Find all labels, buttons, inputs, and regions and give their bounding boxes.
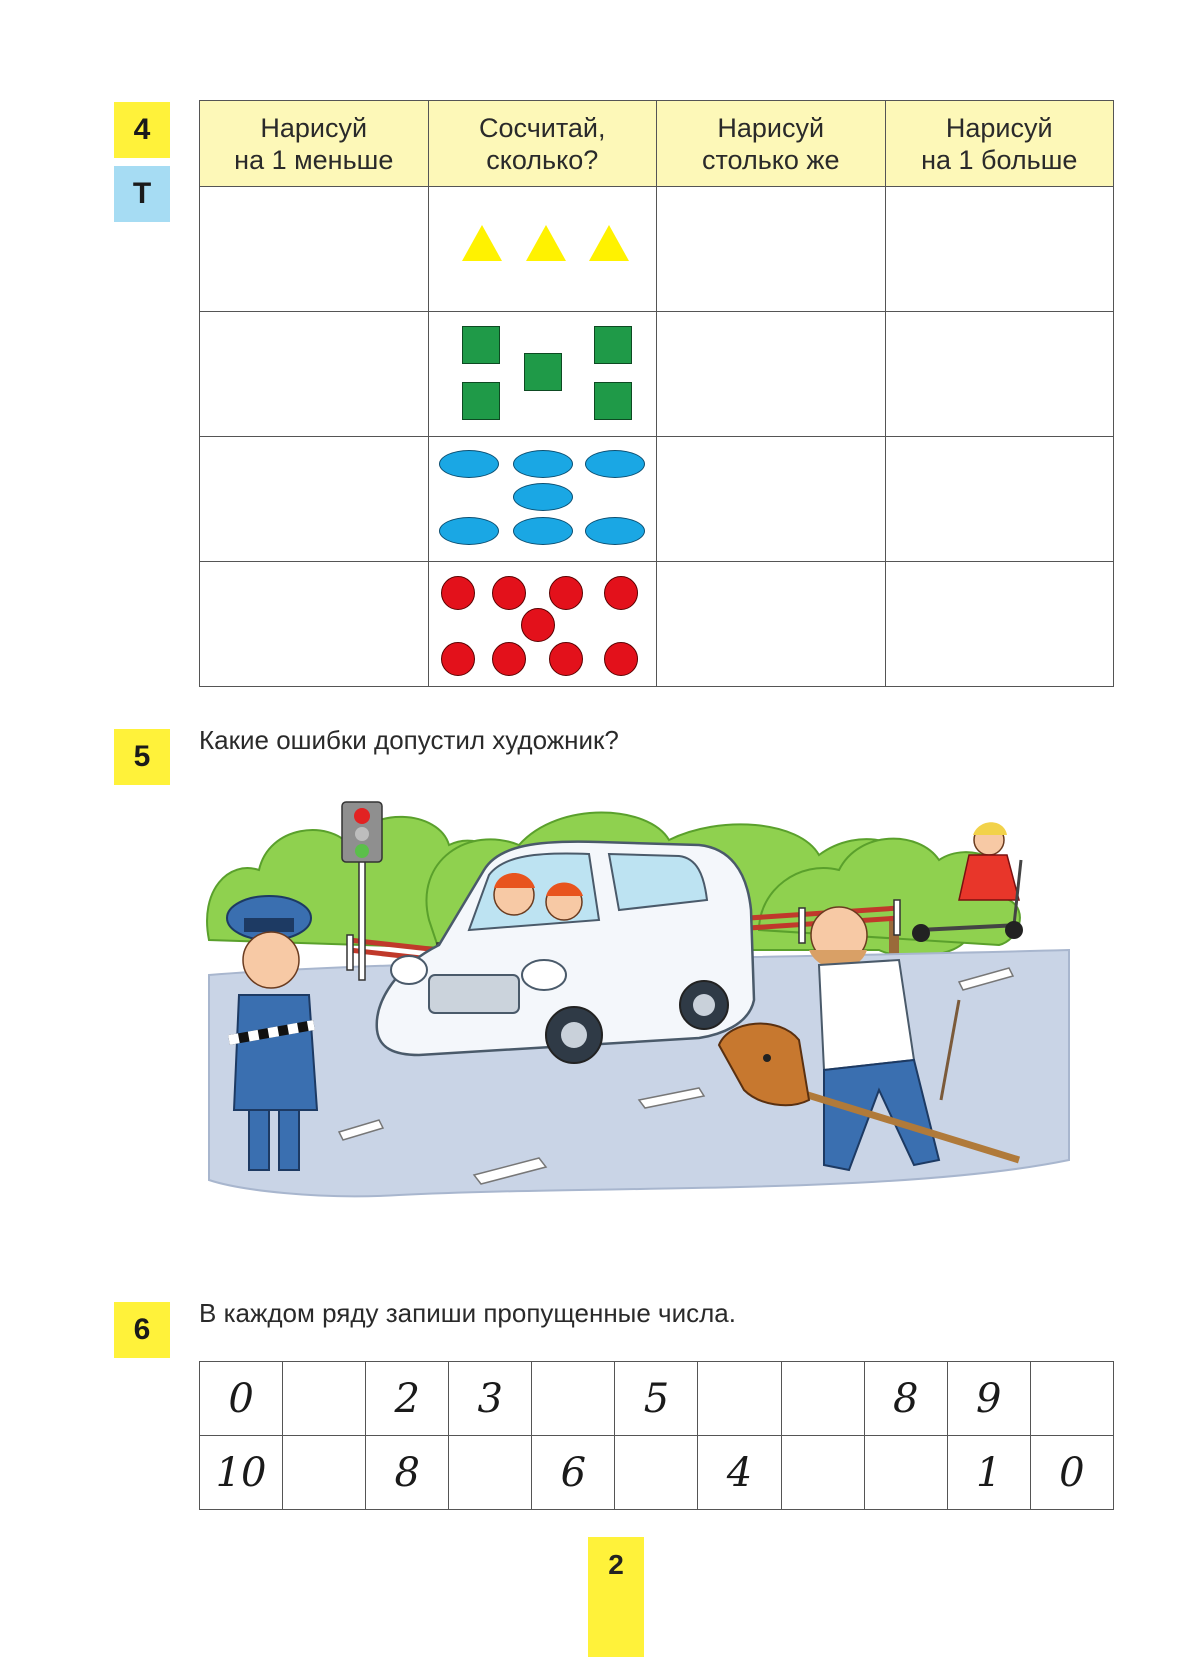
missing-numbers-grid <box>199 1361 1114 1510</box>
circle-shape <box>492 642 526 676</box>
number-cell: 8 <box>366 1436 449 1510</box>
table-header-row <box>200 101 1114 187</box>
empty-number-cell[interactable] <box>283 1436 366 1510</box>
table-row <box>200 312 1114 437</box>
ellipse-shape <box>585 450 645 478</box>
shape-cell-squares <box>428 312 657 437</box>
ellipse-shape <box>585 517 645 545</box>
number-cell: 0 <box>200 1362 283 1436</box>
ellipse-shape <box>439 450 499 478</box>
task-4-type-marker <box>114 166 170 222</box>
answer-cell-same[interactable] <box>657 312 886 437</box>
number-row-descending <box>200 1436 1114 1510</box>
answer-cell-less[interactable] <box>200 437 429 562</box>
shape-cell-circles <box>428 562 657 687</box>
answer-cell-more[interactable] <box>885 187 1114 312</box>
header-draw-one-more: Нарисуй на 1 больше <box>885 101 1114 187</box>
empty-number-cell[interactable] <box>532 1362 615 1436</box>
table-row <box>200 187 1114 312</box>
counting-table <box>199 100 1114 687</box>
answer-cell-more[interactable] <box>885 312 1114 437</box>
number-cell: 2 <box>366 1362 449 1436</box>
empty-number-cell[interactable] <box>615 1436 698 1510</box>
task-5-question: Какие ошибки допустил художник? <box>199 725 619 755</box>
task-5-badge <box>114 729 170 785</box>
number-cell: 1 <box>947 1436 1030 1510</box>
header-draw-same: Нарисуй столько же <box>657 101 886 187</box>
page-number-tab <box>588 1537 644 1657</box>
square-shape <box>462 326 500 364</box>
square-shape <box>462 382 500 420</box>
circle-shape <box>492 576 526 610</box>
empty-number-cell[interactable] <box>781 1362 864 1436</box>
answer-cell-more[interactable] <box>885 562 1114 687</box>
traffic-scene-illustration <box>199 800 1079 1240</box>
answer-cell-same[interactable] <box>657 562 886 687</box>
shape-cell-ellipses <box>428 437 657 562</box>
task-4-marker-label: Т <box>132 177 152 210</box>
circle-shape <box>604 576 638 610</box>
ellipse-shape <box>513 450 573 478</box>
empty-number-cell[interactable] <box>449 1436 532 1510</box>
number-cell: 0 <box>1030 1436 1113 1510</box>
table-row <box>200 562 1114 687</box>
triangle-shape <box>526 225 566 261</box>
number-cell: 4 <box>698 1436 781 1510</box>
number-cell: 3 <box>449 1362 532 1436</box>
task-6-number: 6 <box>133 1313 151 1346</box>
task-6-instruction: В каждом ряду запиши пропущенные числа. <box>199 1298 736 1328</box>
empty-number-cell[interactable] <box>1030 1362 1113 1436</box>
number-cell: 5 <box>615 1362 698 1436</box>
task-4-number: 4 <box>133 113 151 146</box>
ellipse-shape <box>513 517 573 545</box>
number-cell: 8 <box>864 1362 947 1436</box>
answer-cell-less[interactable] <box>200 187 429 312</box>
square-shape <box>594 326 632 364</box>
empty-number-cell[interactable] <box>698 1362 781 1436</box>
task-5-number: 5 <box>133 740 151 773</box>
circle-shape <box>604 642 638 676</box>
empty-number-cell[interactable] <box>781 1436 864 1510</box>
empty-number-cell[interactable] <box>283 1362 366 1436</box>
number-cell: 6 <box>532 1436 615 1510</box>
page-number: 2 <box>608 1549 624 1580</box>
shape-cell-triangles <box>428 187 657 312</box>
task-6-badge <box>114 1302 170 1358</box>
square-shape <box>594 382 632 420</box>
circle-shape <box>441 576 475 610</box>
ellipse-shape <box>513 483 573 511</box>
circle-shape <box>521 608 555 642</box>
number-cell: 9 <box>947 1362 1030 1436</box>
circle-shape <box>549 576 583 610</box>
triangle-shape <box>462 225 502 261</box>
number-cell: 10 <box>200 1436 283 1510</box>
answer-cell-less[interactable] <box>200 312 429 437</box>
answer-cell-same[interactable] <box>657 437 886 562</box>
ellipse-shape <box>439 517 499 545</box>
empty-number-cell[interactable] <box>864 1436 947 1510</box>
circle-shape <box>549 642 583 676</box>
header-draw-one-less: Нарисуй на 1 меньше <box>200 101 429 187</box>
answer-cell-more[interactable] <box>885 437 1114 562</box>
circle-shape <box>441 642 475 676</box>
answer-cell-same[interactable] <box>657 187 886 312</box>
square-shape <box>524 353 562 391</box>
triangle-shape <box>589 225 629 261</box>
header-count: Сосчитай, сколько? <box>428 101 657 187</box>
table-row <box>200 437 1114 562</box>
task-4-badge <box>114 102 170 158</box>
number-row-ascending <box>200 1362 1114 1436</box>
answer-cell-less[interactable] <box>200 562 429 687</box>
